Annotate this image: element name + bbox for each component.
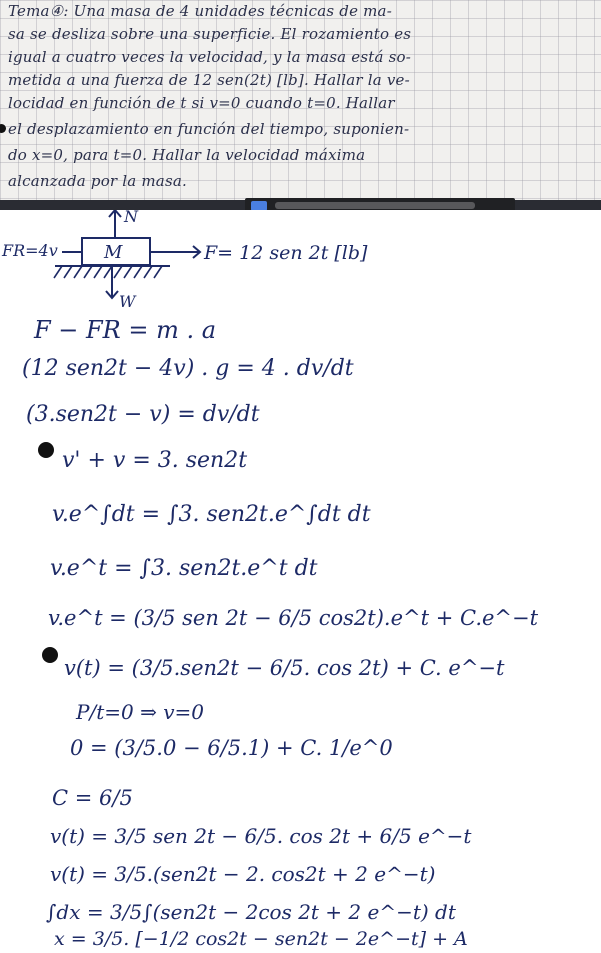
solution-line-14: ∫dx = 3/5∫(sen2t − 2cos 2t + 2 e^−t) dt: [46, 900, 456, 924]
solution-line-10: 0 = (3/5.0 − 6/5.1) + C. 1/e^0: [70, 736, 393, 760]
solution-line-11: C = 6/5: [52, 786, 133, 810]
solution-line-8: v(t) = (3/5.sen2t − 6/5. cos 2t) + C. e^−t: [64, 656, 505, 680]
weight-label: W: [119, 292, 136, 310]
solution-line-6: v.e^t = ∫3. sen2t.e^t dt: [50, 556, 318, 581]
solution-line-3: (3.sen2t − v) = dv/dt: [26, 402, 260, 427]
solution-line-13: v(t) = 3/5.(sen2t − 2. cos2t + 2 e^−t): [50, 862, 436, 886]
bullet-icon: [38, 442, 54, 458]
solution-line-4: v' + v = 3. sen2t: [62, 448, 248, 473]
problem-line-4: metida a una fuerza de 12 sen(2t) [lb]. Hallar la ve-: [8, 71, 410, 89]
problem-line-1: Tema④: Una masa de 4 unidades técnicas de ma-: [8, 2, 392, 20]
toolbar-caption: [275, 202, 475, 209]
free-body-diagram: [0, 210, 601, 310]
solution: [0, 210, 601, 953]
problem-line-6: el desplazamiento en función del tiempo, suponien-: [8, 120, 410, 138]
solution-line-5: v.e^∫dt = ∫3. sen2t.e^∫dt dt: [52, 502, 371, 527]
solution-line-1: F − FR = m . a: [34, 316, 217, 344]
mass-label: M: [104, 242, 123, 263]
normal-force-label: N: [124, 210, 138, 226]
applied-force-label: F= 12 sen 2t [lb]: [204, 242, 368, 264]
problem-line-7: do x=0, para t=0. Hallar la velocidad máxima: [8, 146, 366, 164]
ground-hatching: [54, 266, 162, 278]
solution-line-2: (12 sen2t − 4v) . g = 4 . dv/dt: [22, 356, 354, 381]
solution-line-15: x = 3/5. [−1/2 cos2t − sen2t − 2e^−t] + A: [54, 928, 468, 950]
problem-line-8: alcanzada por la masa.: [8, 172, 187, 190]
problem-line-5: locidad en función de t si v=0 cuando t=0. Hallar: [8, 94, 395, 112]
friction-label: FR=4v: [2, 241, 58, 260]
problem-line-3: igual a cuatro veces la velocidad, y la masa está so-: [8, 48, 411, 66]
solution-line-9: P/t=0 ⇒ v=0: [76, 700, 204, 724]
margin-dot-icon: [0, 124, 6, 133]
problem-statement: [0, 0, 601, 200]
bullet-icon: [42, 647, 58, 663]
problem-line-2: sa se desliza sobre una superficie. El rozamiento es: [8, 25, 412, 43]
solution-line-7: v.e^t = (3/5 sen 2t − 6/5 cos2t).e^t + C.e^−t: [48, 606, 539, 630]
solution-line-12: v(t) = 3/5 sen 2t − 6/5. cos 2t + 6/5 e^−t: [50, 824, 472, 848]
